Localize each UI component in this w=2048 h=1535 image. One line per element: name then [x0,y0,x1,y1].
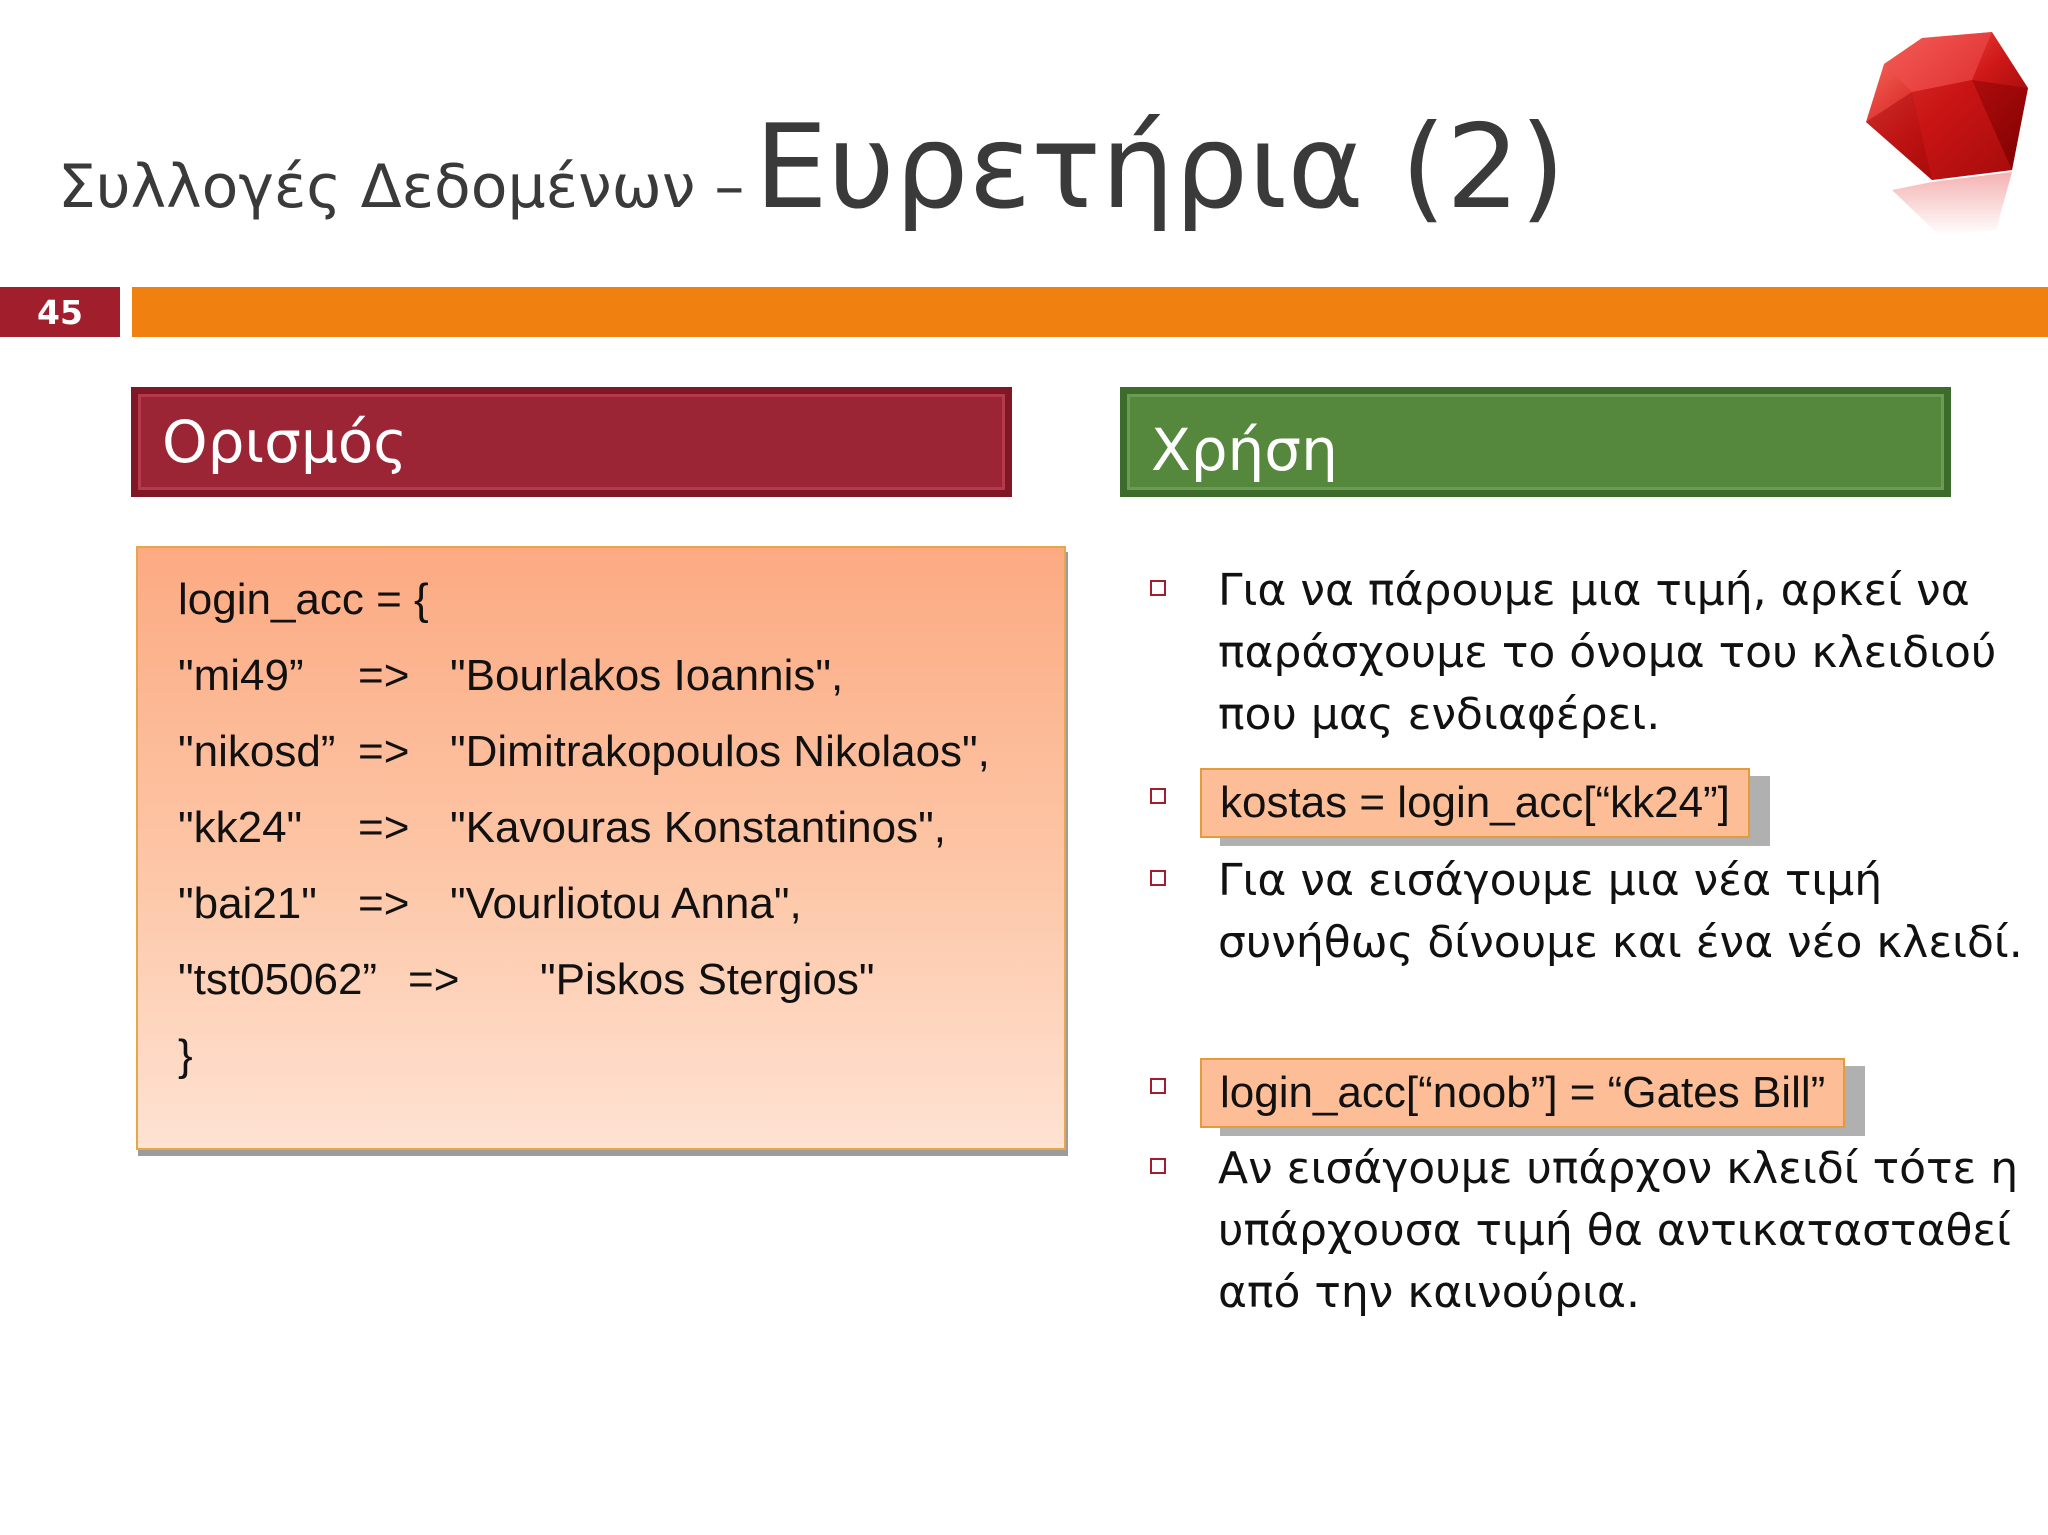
code-close: } [178,1031,193,1080]
definition-header [131,387,1012,497]
square-bullet-icon [1150,1158,1166,1174]
hash-definition-code-box [136,546,1066,1150]
slide-title [58,100,1565,250]
code-value: "Dimitrakopoulos Nikolaos", [450,727,990,776]
code-key: "bai21" [178,879,317,928]
code-row [158,790,1064,866]
square-bullet-icon [1150,580,1166,596]
code-row [158,866,1064,942]
code-value: "Vourliotou Anna", [450,879,802,928]
code-value: "Kavouras Konstantinos", [450,803,946,852]
list-item [1145,560,2025,746]
code-value: "Piskos Stergios" [540,955,875,1004]
list-item [1145,1138,2025,1324]
code-row [158,942,1064,1018]
bullet-text: Για να εισάγουμε μια νέα τιμή συνήθως δίνουμε και ένα νέο κλειδί. [1218,855,2023,968]
code-arrow: => [358,651,410,700]
list-item [1145,1058,2018,1128]
code-key: "mi49” [178,651,304,700]
bullet-text: Αν εισάγουμε υπάρχον κλειδί τότε η υπάρχουσα τιμή θα αντικατασταθεί από την καινούρια. [1218,1143,2019,1318]
code-row [158,638,1064,714]
code-open-line [158,562,1064,638]
code-open: login_acc = { [178,575,429,624]
code-arrow: => [358,727,410,776]
code-arrow: => [408,955,460,1004]
header-divider-bar [132,287,2048,337]
code-arrow: => [358,879,410,928]
usage-header-label: Χρήση [1151,416,1338,484]
code-arrow: => [358,803,410,852]
code-close-line [158,1018,1064,1094]
code-snippet: kostas = login_acc[“kk24”] [1200,768,1750,838]
square-bullet-icon [1150,788,1166,804]
title-main: Ευρετήρια (2) [754,100,1566,235]
list-item [1145,768,1918,838]
definition-header-label: Ορισμός [162,408,408,476]
square-bullet-icon [1150,1078,1166,1094]
ruby-gem-icon [1862,30,2030,240]
usage-header [1120,387,1951,497]
code-snippet: login_acc[“noob”] = “Gates Bill” [1200,1058,1845,1128]
code-key: "tst05062” [178,955,378,1004]
code-key: "nikosd” [178,727,336,776]
slide-number: 45 [0,287,120,337]
code-row [158,714,1064,790]
code-value: "Bourlakos Ioannis", [450,651,844,700]
bullet-text: Για να πάρουμε μια τιμή, αρκεί να παράσχουμε το όνομα του κλειδιού που μας ενδιαφέρει. [1218,565,1997,740]
list-item [1145,850,2025,974]
square-bullet-icon [1150,870,1166,886]
code-key: "kk24" [178,803,303,852]
title-prefix: Συλλογές Δεδομένων – [58,152,745,222]
